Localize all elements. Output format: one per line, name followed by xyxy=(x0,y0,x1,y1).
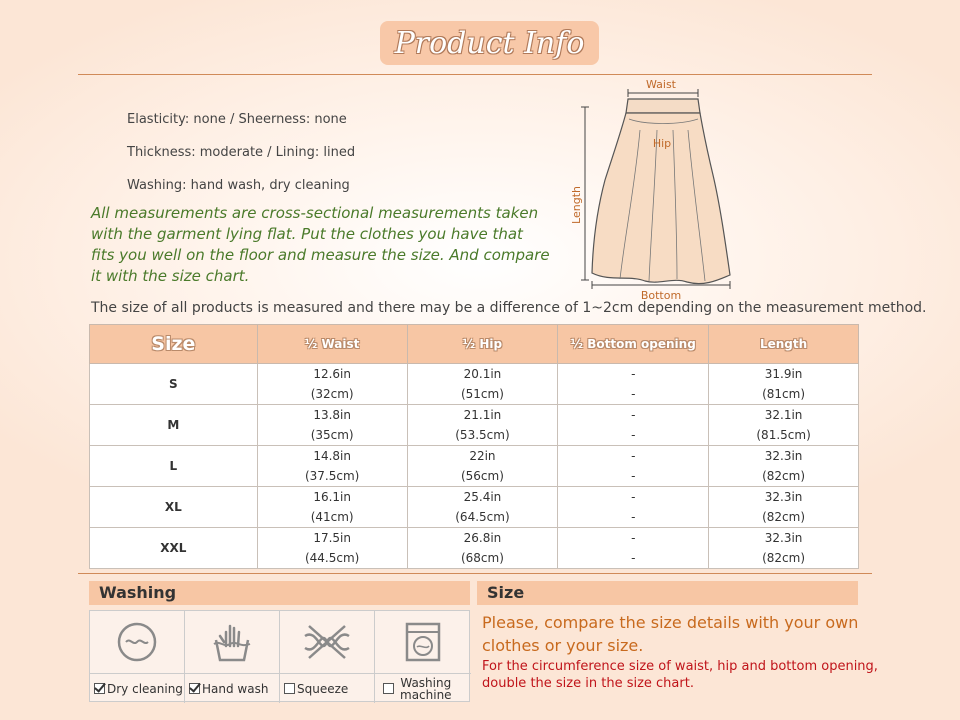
cell-value: 32.3in xyxy=(764,490,803,504)
table-cell xyxy=(709,446,859,487)
cell-value: 32.1in xyxy=(764,408,803,422)
table-cell xyxy=(90,487,258,528)
col-header-bottom: ½ Bottom opening xyxy=(558,325,709,364)
cell-value: 32.3in xyxy=(764,449,803,463)
cell-value: (81.5cm) xyxy=(756,428,811,442)
table-cell xyxy=(90,446,258,487)
waistband-shape xyxy=(626,99,700,113)
table-cell xyxy=(407,364,558,405)
col-header-size: Size xyxy=(90,325,258,364)
cell-value: (53.5cm) xyxy=(455,428,510,442)
cell-value: (56cm) xyxy=(460,469,504,483)
cell-value: L xyxy=(169,459,178,473)
length-label: Length xyxy=(570,186,583,224)
cell-value: (82cm) xyxy=(762,469,806,483)
measurement-note: All measurements are cross-sectional measurements taken with the garment lying flat. Put the clothes you have that fits you well on the floor and measure the size. And compare it with the size chart. xyxy=(91,204,550,285)
table-cell xyxy=(407,446,558,487)
table-cell xyxy=(90,528,258,569)
table-cell xyxy=(257,364,407,405)
cell-value: (44.5cm) xyxy=(304,551,360,565)
cell-value: - xyxy=(631,367,636,381)
cell-value: - xyxy=(631,490,636,504)
cell-value: (64.5cm) xyxy=(455,510,510,524)
cell-value: - xyxy=(631,551,636,565)
table-cell xyxy=(407,487,558,528)
cell-value: (37.5cm) xyxy=(304,469,360,483)
table-header-row xyxy=(90,325,859,364)
spec-elasticity: Elasticity: none / Sheerness: none xyxy=(127,112,347,127)
table-cell xyxy=(90,405,258,446)
hip-label: Hip xyxy=(652,137,672,150)
washing-section-header: Washing xyxy=(89,581,470,605)
label-washing-machine-line2: machine xyxy=(400,687,452,702)
cell-value: (41cm) xyxy=(310,510,354,524)
label-washing-machine xyxy=(400,677,452,701)
wash-cell-washing-machine xyxy=(375,611,471,673)
table-cell xyxy=(709,364,859,405)
table-cell xyxy=(709,528,859,569)
cell-value: 13.8in xyxy=(313,408,351,422)
col-header-length: Length xyxy=(709,325,859,364)
wash-option-dry-cleaning[interactable] xyxy=(90,673,185,703)
cell-value: (51cm) xyxy=(460,387,504,401)
cell-value: - xyxy=(631,510,636,524)
cell-value: (82cm) xyxy=(762,510,806,524)
skirt-diagram xyxy=(565,75,745,305)
table-cell xyxy=(558,405,709,446)
table-cell xyxy=(90,364,258,405)
table-row xyxy=(90,446,859,487)
cell-value: 16.1in xyxy=(313,490,351,504)
no-wring-icon xyxy=(299,622,355,662)
cell-value: - xyxy=(631,387,636,401)
cell-value: (81cm) xyxy=(762,387,806,401)
table-row xyxy=(90,405,859,446)
cell-value: - xyxy=(631,428,636,442)
table-cell xyxy=(558,446,709,487)
wash-option-squeeze[interactable] xyxy=(280,673,375,703)
cell-value: 17.5in xyxy=(313,531,351,545)
checkbox-dry-cleaning[interactable] xyxy=(94,683,105,694)
checkbox-washing-machine[interactable] xyxy=(383,683,394,694)
cell-value: (68cm) xyxy=(460,551,504,565)
page-title: Product Info xyxy=(394,25,585,61)
cell-value: - xyxy=(631,408,636,422)
dry-cleaning-icon xyxy=(115,620,159,664)
cell-value: - xyxy=(631,469,636,483)
col-header-waist: ½ Waist xyxy=(257,325,407,364)
cell-value: XL xyxy=(164,500,182,514)
cell-value: S xyxy=(169,377,178,391)
cell-value: 21.1in xyxy=(463,408,502,422)
wash-option-washing-machine[interactable] xyxy=(375,673,471,703)
title-banner xyxy=(380,21,599,65)
cell-value: (32cm) xyxy=(310,387,354,401)
section-divider xyxy=(78,573,872,574)
size-circumference-note: For the circumference size of waist, hip and bottom opening, double the size in the size chart. xyxy=(482,659,878,691)
table-cell xyxy=(257,405,407,446)
table-cell xyxy=(407,405,558,446)
spec-thickness: Thickness: moderate / Lining: lined xyxy=(127,145,356,160)
table-row xyxy=(90,364,859,405)
cell-value: 12.6in xyxy=(313,367,351,381)
label-hand-wash: Hand wash xyxy=(202,681,269,696)
label-washing-machine-line1: Washing xyxy=(400,675,452,690)
table-cell xyxy=(709,405,859,446)
hand-wash-icon xyxy=(210,620,254,664)
checkbox-hand-wash[interactable] xyxy=(189,683,200,694)
cell-value: XXL xyxy=(160,541,187,555)
table-cell xyxy=(407,528,558,569)
size-chart-table xyxy=(89,324,859,569)
table-cell xyxy=(709,487,859,528)
label-squeeze: Squeeze xyxy=(297,681,349,696)
cell-value: 25.4in xyxy=(463,490,502,504)
wash-cell-hand-wash xyxy=(185,611,280,673)
size-compare-note: Please, compare the size details with your own clothes or your size. xyxy=(482,613,859,655)
bottom-label: Bottom xyxy=(640,289,682,302)
wash-cell-squeeze xyxy=(280,611,375,673)
checkbox-squeeze[interactable] xyxy=(284,683,295,694)
cell-value: 22in xyxy=(469,449,496,463)
cell-value: (82cm) xyxy=(762,551,806,565)
table-row xyxy=(90,528,859,569)
wash-option-hand-wash[interactable] xyxy=(185,673,280,703)
table-row xyxy=(90,487,859,528)
cell-value: 26.8in xyxy=(463,531,502,545)
wash-cell-dry-cleaning xyxy=(90,611,185,673)
table-cell xyxy=(257,528,407,569)
table-cell xyxy=(558,528,709,569)
cell-value: (35cm) xyxy=(310,428,354,442)
cell-value: - xyxy=(631,531,636,545)
washing-machine-icon xyxy=(403,620,443,664)
waist-label: Waist xyxy=(645,78,677,91)
cell-value: 32.3in xyxy=(764,531,803,545)
size-section-header: Size xyxy=(477,581,858,605)
measurement-disclaimer: The size of all products is measured and there may be a difference of 1~2cm depending on the measurement method. xyxy=(91,300,927,316)
table-cell xyxy=(257,487,407,528)
spec-washing: Washing: hand wash, dry cleaning xyxy=(127,178,350,193)
label-dry-cleaning: Dry cleaning xyxy=(107,681,183,696)
cell-value: 31.9in xyxy=(764,367,803,381)
washing-grid xyxy=(89,610,470,702)
cell-value: 20.1in xyxy=(463,367,502,381)
cell-value: - xyxy=(631,449,636,463)
cell-value: M xyxy=(167,418,180,432)
table-cell xyxy=(558,364,709,405)
table-cell xyxy=(558,487,709,528)
header-divider xyxy=(78,74,872,75)
cell-value: 14.8in xyxy=(313,449,351,463)
table-cell xyxy=(257,446,407,487)
col-header-hip: ½ Hip xyxy=(407,325,558,364)
